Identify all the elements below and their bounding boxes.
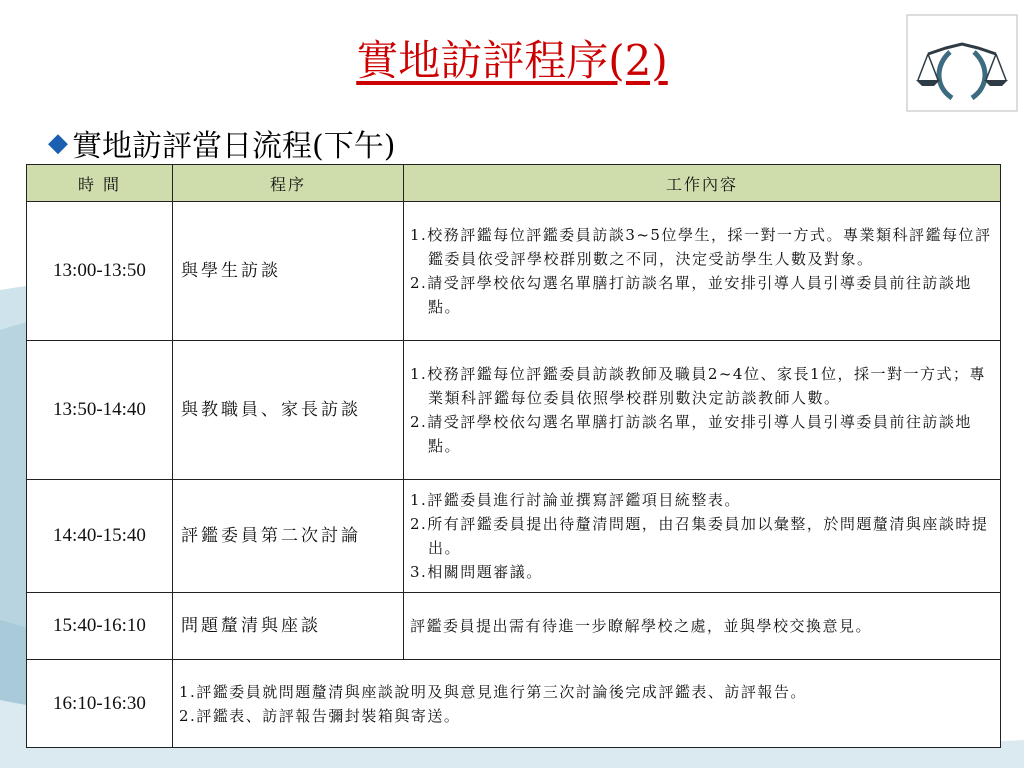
row-time: 15:40-16:10	[27, 592, 173, 659]
section-heading-text: 實地訪評當日流程(下午)	[72, 129, 396, 164]
row-procedure: 問題釐清與座談	[173, 592, 404, 659]
table-row	[27, 341, 1001, 480]
row-work-content	[173, 660, 1001, 748]
table-header-row	[27, 165, 1001, 202]
table-row	[27, 592, 1001, 659]
work-item: 1.評鑑委員就問題釐清與座談說明及與意見進行第三次討論後完成評鑑表、訪評報告。	[179, 682, 807, 701]
row-procedure: 評鑑委員第二次討論	[173, 480, 404, 592]
header-procedure: 程序	[173, 165, 404, 202]
section-heading	[48, 121, 395, 165]
slide-title: 實地訪評程序(2)	[356, 36, 668, 85]
table-row	[27, 660, 1001, 748]
row-procedure: 與學生訪談	[173, 202, 404, 341]
header-work-content: 工作內容	[404, 165, 1001, 202]
diamond-bullet-icon: ◆	[48, 128, 68, 158]
row-work-content	[404, 480, 1001, 592]
work-item: 2.請受評學校依勾選名單膳打訪談名單，並安排引導人員引導委員前往訪談地點。	[410, 274, 972, 317]
work-item: 1.評鑑委員進行討論並撰寫評鑑項目統整表。	[410, 490, 741, 509]
row-work-content: 評鑑委員提出需有待進一步瞭解學校之處，並與學校交換意見。	[404, 592, 1001, 659]
row-procedure: 與教職員、家長訪談	[173, 341, 404, 480]
schedule-table	[26, 164, 1001, 748]
work-item: 3.相關問題審議。	[410, 562, 543, 581]
row-time: 13:00-13:50	[27, 202, 173, 341]
work-item: 2.所有評鑑委員提出待釐清問題，由召集委員加以彙整，於問題釐清與座談時提出。	[410, 514, 989, 557]
row-work-content	[404, 341, 1001, 480]
header-time: 時 間	[27, 165, 173, 202]
table-row	[27, 202, 1001, 341]
table-row	[27, 480, 1001, 592]
work-item: 2.請受評學校依勾選名單膳打訪談名單，並安排引導人員引導委員前往訪談地點。	[410, 413, 972, 456]
work-item: 1.校務評鑑每位評鑑委員訪談3~5位學生，採一對一方式。專業類科評鑑每位評鑑委員依受評學校群別數之不同，決定受訪學生人數及對象。	[410, 226, 992, 269]
row-time: 14:40-15:40	[27, 480, 173, 592]
row-time: 16:10-16:30	[27, 660, 173, 748]
row-time: 13:50-14:40	[27, 341, 173, 480]
row-work-content	[404, 202, 1001, 341]
scales-of-justice-icon	[906, 14, 1018, 112]
work-item: 1.校務評鑑每位評鑑委員訪談教師及職員2~4位、家長1位，採一對一方式；專業類科評鑑每位委員依照學校群別數決定訪談教師人數。	[410, 365, 987, 408]
work-item: 2.評鑑表、訪評報告彌封裝箱與寄送。	[179, 706, 461, 725]
